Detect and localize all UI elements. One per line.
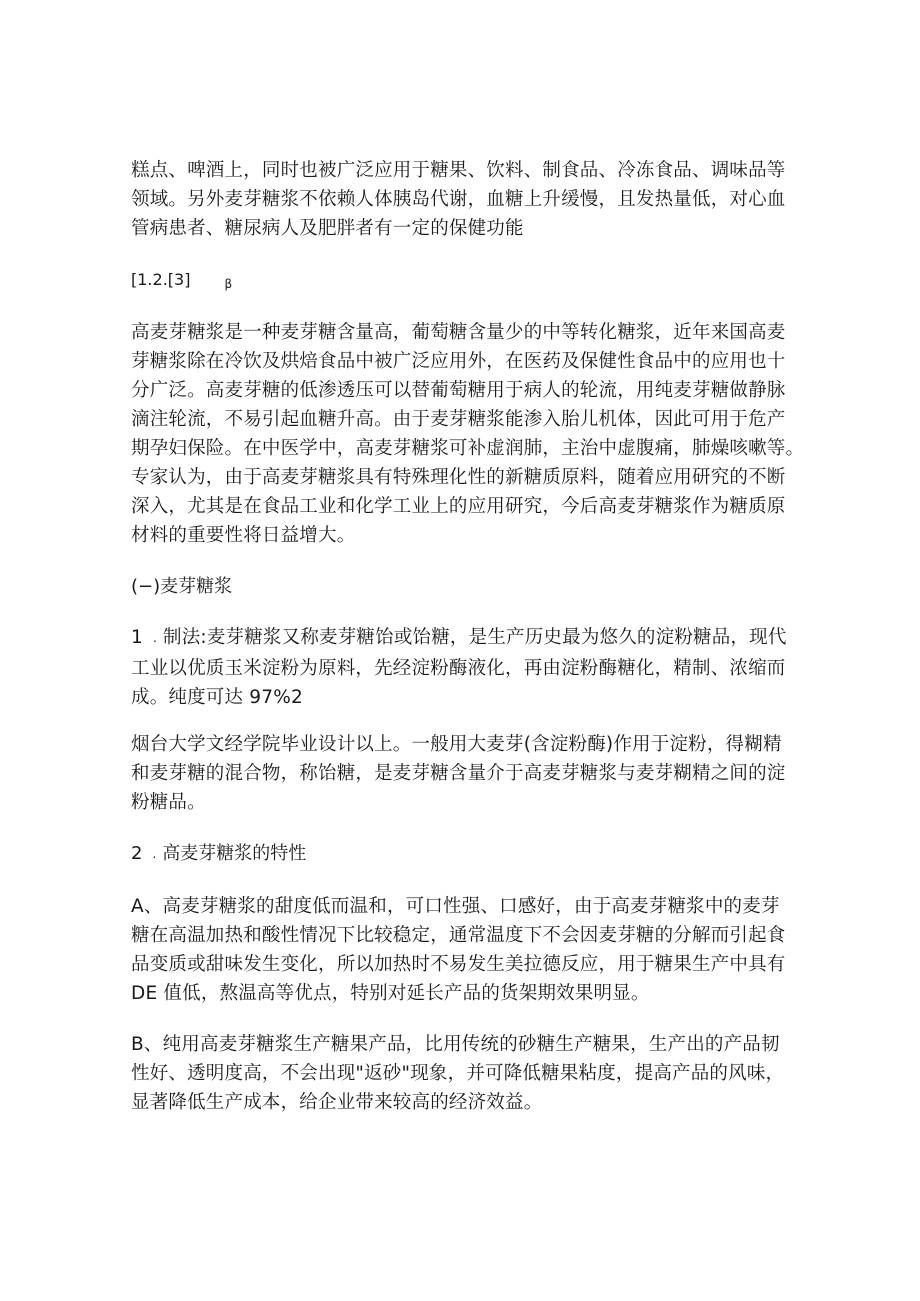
text-line: DE 值低，熬温高等优点，特别对延长产品的货架期效果明显。 xyxy=(131,983,650,1004)
text-line: 粉糖品。 xyxy=(131,792,206,813)
item-number: 2 xyxy=(131,843,143,864)
text-line: 滴注轮流，不易引起血糖升高。由于麦芽糖浆能渗入胎儿机体，因此可用于危产 xyxy=(131,409,786,430)
text-line: 工业以优质玉米淀粉为原料，先经淀粉酶液化，再由淀粉酶糖化，精制、浓缩而 xyxy=(131,658,786,679)
paragraph-property-b xyxy=(131,1030,811,1117)
spacer xyxy=(131,296,811,318)
text-line: 成。纯度可达 97%2 xyxy=(131,687,303,708)
item-dot: . xyxy=(152,847,157,861)
text-line: 芽糖浆除在冷饮及烘焙食品中被广泛应用外，在医药及保健性食品中的应用也十 xyxy=(131,351,786,372)
text-line: 领域。另外麦芽糖浆不依赖人体胰岛代谢，血糖上升缓慢，且发热量低，对心血 xyxy=(131,189,786,210)
item-2-heading xyxy=(131,839,811,870)
text-line: 期孕妇保险。在中医学中，高麦芽糖浆可补虚润肺，主治中虚腹痛，肺燥咳嗽等。 xyxy=(131,438,805,459)
text-line: 性好、透明度高，不会出现"返砂"现象，并可降低糖果粘度，提高产品的风味， xyxy=(131,1063,785,1084)
paragraph-malt-sugar xyxy=(131,730,811,817)
text-line: 分广泛。高麦芽糖的低渗透压可以替葡萄糖用于病人的轮流，用纯麦芽糖做静脉 xyxy=(131,380,786,401)
text-line: 和麦芽糖的混合物，称饴糖，是麦芽糖含量介于高麦芽糖浆与麦芽糊精之间的淀 xyxy=(131,763,786,784)
paragraph-property-a xyxy=(131,892,811,1008)
text-line: 烟台大学文经学院毕业设计以上。一般用大麦芽(含淀粉酶)作用于淀粉，得糊精 xyxy=(131,734,782,755)
reference-text: [1.2.[3] xyxy=(131,270,191,289)
text-line: B、纯用高麦芽糖浆生产糖果产品，比用传统的砂糖生产糖果，生产出的产品韧 xyxy=(131,1034,780,1055)
item-dot: . xyxy=(152,631,157,645)
document-page xyxy=(131,156,811,1117)
item-1-preparation xyxy=(131,623,811,712)
spacer xyxy=(131,243,811,265)
text-line: 品变质或甜味发生变化，所以加热时不易发生美拉德反应，用于糖果生产中具有 xyxy=(131,954,786,975)
spacer xyxy=(131,601,811,623)
spacer xyxy=(131,550,811,572)
item-text: 制法:麦芽糖浆又称麦芽糖饴或饴糖，是生产历史最为悠久的淀粉糖品，现代 xyxy=(163,627,787,648)
text-line: 高麦芽糖浆是一种麦芽糖含量高，葡萄糖含量少的中等转化糖浆，近年来国高麦 xyxy=(131,322,786,343)
item-number: 1 xyxy=(131,627,143,648)
text-line: 糖在高温加热和酸性情况下比较稳定，通常温度下不会因麦芽糖的分解而引起食 xyxy=(131,925,786,946)
spacer xyxy=(131,1008,811,1030)
text-line: 管病患者、糖尿病人及肥胖者有一定的保健功能 xyxy=(131,218,524,239)
text-line: 显著降低生产成本，给企业带来较高的经济效益。 xyxy=(131,1092,543,1113)
section-heading: (−)麦芽糖浆 xyxy=(131,576,233,597)
reference-citation xyxy=(131,265,811,296)
spacer xyxy=(131,870,811,892)
spacer xyxy=(131,712,811,730)
text-line: 专家认为，由于高麦芽糖浆具有特殊理化性的新糖质原料，随着应用研究的不断 xyxy=(131,467,786,488)
paragraph-high-maltose-syrup xyxy=(131,318,811,550)
text-line: 深入，尤其是在食品工业和化学工业上的应用研究，今后高麦芽糖浆作为糖质原 xyxy=(131,496,786,517)
beta-symbol: β xyxy=(224,277,233,291)
spacer xyxy=(131,817,811,839)
text-line xyxy=(131,623,811,654)
text-line: A、高麦芽糖浆的甜度低而温和，可口性强、口感好，由于高麦芽糖浆中的麦芽 xyxy=(131,896,780,917)
text-line: 材料的重要性将日益增大。 xyxy=(131,525,356,546)
paragraph-applications xyxy=(131,156,811,243)
text-line: 糕点、啤酒上，同时也被广泛应用于糖果、饮料、制食品、冷冻食品、调味品等 xyxy=(131,160,786,181)
item-text: 高麦芽糖浆的特性 xyxy=(162,843,307,864)
